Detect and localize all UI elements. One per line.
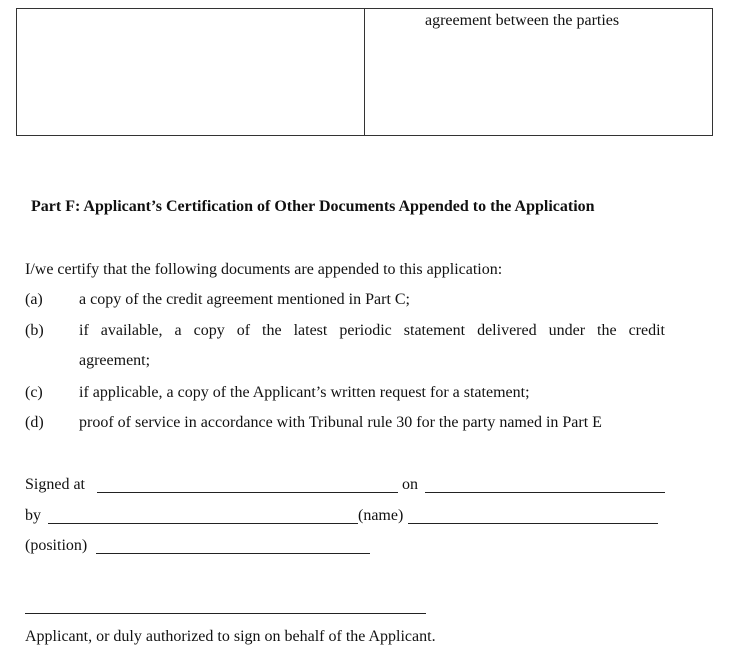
signed-at-label: Signed at xyxy=(25,476,85,493)
item-d-label: (d) xyxy=(25,414,44,431)
item-c-label: (c) xyxy=(25,384,43,401)
by-line[interactable] xyxy=(48,523,358,524)
item-a-text: a copy of the credit agreement mentioned in Part C; xyxy=(79,291,410,308)
signature-footer: Applicant, or duly authorized to sign on behalf of the Applicant. xyxy=(25,628,436,645)
name-line[interactable] xyxy=(408,523,658,524)
table-cell-right: agreement between the parties xyxy=(425,12,620,29)
item-a-label: (a) xyxy=(25,291,43,308)
item-c-text: if applicable, a copy of the Applicant’s written request for a statement; xyxy=(79,384,530,401)
signature-line[interactable] xyxy=(25,613,426,614)
by-label: by xyxy=(25,507,41,524)
top-table xyxy=(16,8,713,136)
name-label: (name) xyxy=(358,507,404,524)
item-b-label: (b) xyxy=(25,322,44,339)
item-b-text: if available, a copy of the latest periodic statement delivered under the credit xyxy=(79,322,665,339)
item-d-text: proof of service in accordance with Tribunal rule 30 for the party named in Part E xyxy=(79,414,602,431)
part-f-heading: Part F: Applicant’s Certification of Other Documents Appended to the Application xyxy=(31,198,595,215)
position-line[interactable] xyxy=(96,553,370,554)
date-line[interactable] xyxy=(425,492,665,493)
certification-intro: I/we certify that the following documents are appended to this application: xyxy=(25,261,503,278)
signed-at-line[interactable] xyxy=(97,492,398,493)
on-label: on xyxy=(402,476,418,493)
table-cell-left xyxy=(17,9,365,135)
item-b-text-continued: agreement; xyxy=(79,352,151,369)
position-label: (position) xyxy=(25,537,88,554)
